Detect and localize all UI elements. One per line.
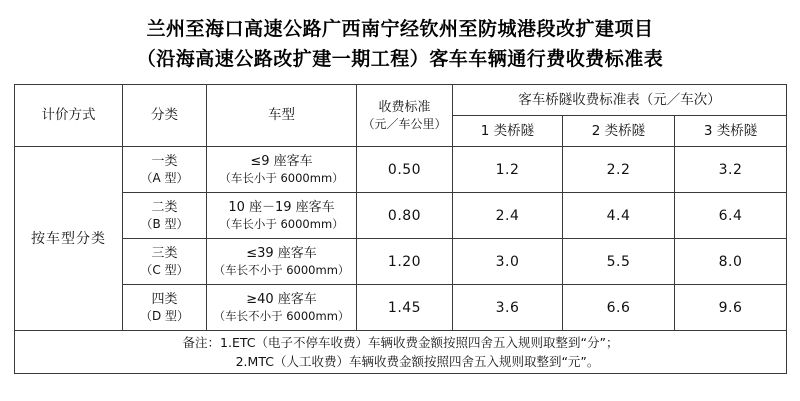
note-line-1: 备注：1.ETC（电子不停车收费）车辆收费金额按照四舍五入规则取整到“分”；: [182, 335, 619, 350]
row-bridge-2: 5.5: [563, 239, 675, 285]
row-bridge-1: 3.6: [453, 285, 563, 331]
row-bridge-3: 6.4: [675, 193, 787, 239]
row-vehicle-type-line1: ≤39 座客车: [246, 245, 317, 261]
row-bridge-2: 4.4: [563, 193, 675, 239]
row-bridge-3: 9.6: [675, 285, 787, 331]
row-vehicle-type-line1: 10 座－19 座客车: [228, 199, 335, 215]
row-vehicle-type-line1: ≤9 座客车: [250, 153, 313, 169]
row-category: [123, 285, 207, 331]
header-category: 分类: [123, 85, 207, 147]
row-bridge-3: 3.2: [675, 147, 787, 193]
row-vehicle-type: [207, 147, 357, 193]
row-fee: 0.80: [357, 193, 453, 239]
table-notes-row: [15, 331, 787, 374]
row-bridge-2: 2.2: [563, 147, 675, 193]
note-line-2: 2.MTC（人工收费）车辆收费金额按照四舍五入规则取整到“元”。: [235, 354, 600, 369]
row-vehicle-type-line2: （车长不小于 6000mm）: [213, 262, 350, 277]
header-bridge-2: 2 类桥隧: [563, 116, 675, 147]
header-bridge-group: 客车桥隧收费标准表（元／车次）: [453, 85, 787, 116]
row-vehicle-type-line2: （车长小于 6000mm）: [219, 170, 344, 185]
row-category-line2: （A 型）: [140, 170, 189, 185]
row-bridge-2: 6.6: [563, 285, 675, 331]
row-vehicle-type: [207, 193, 357, 239]
row-bridge-3: 8.0: [675, 239, 787, 285]
table-row: [15, 147, 787, 193]
row-vehicle-type: [207, 239, 357, 285]
row-category-line1: 四类: [151, 291, 178, 307]
header-fee-standard: [357, 85, 453, 147]
row-category-line1: 二类: [151, 199, 178, 215]
header-vehicle-type: 车型: [207, 85, 357, 147]
row-category-line1: 三类: [151, 245, 178, 261]
header-fee-standard-line1: 收费标准: [378, 99, 431, 115]
header-method: 计价方式: [15, 85, 123, 147]
row-vehicle-type-line2: （车长不小于 6000mm）: [213, 308, 350, 323]
header-fee-standard-line2: （元／车公里）: [362, 116, 447, 131]
row-category-line2: （D 型）: [139, 308, 190, 323]
table-row: [15, 239, 787, 285]
row-category-line2: （C 型）: [140, 262, 189, 277]
row-bridge-1: 1.2: [453, 147, 563, 193]
row-category: [123, 193, 207, 239]
row-vehicle-type-line2: （车长小于 6000mm）: [219, 216, 344, 231]
row-bridge-1: 3.0: [453, 239, 563, 285]
row-fee: 0.50: [357, 147, 453, 193]
header-bridge-3: 3 类桥隧: [675, 116, 787, 147]
row-fee: 1.20: [357, 239, 453, 285]
title-line-1: 兰州至海口高速公路广西南宁经钦州至防城港段改扩建项目: [146, 18, 654, 40]
table-row: [15, 285, 787, 331]
row-vehicle-type-line1: ≥40 座客车: [246, 291, 317, 307]
row-category: [123, 239, 207, 285]
row-category: [123, 147, 207, 193]
fee-standard-table: [14, 84, 787, 374]
row-category-line1: 一类: [151, 153, 178, 169]
method-label: 按车型分类: [15, 147, 123, 331]
row-vehicle-type: [207, 285, 357, 331]
table-row: [15, 193, 787, 239]
header-bridge-1: 1 类桥隧: [453, 116, 563, 147]
row-fee: 1.45: [357, 285, 453, 331]
title-line-2: （沿海高速公路改扩建一期工程）客车车辆通行费收费标准表: [136, 48, 664, 70]
notes-cell: [15, 331, 787, 374]
row-category-line2: （B 型）: [140, 216, 189, 231]
page-title: [14, 14, 786, 74]
row-bridge-1: 2.4: [453, 193, 563, 239]
table-header-row-1: [15, 85, 787, 116]
